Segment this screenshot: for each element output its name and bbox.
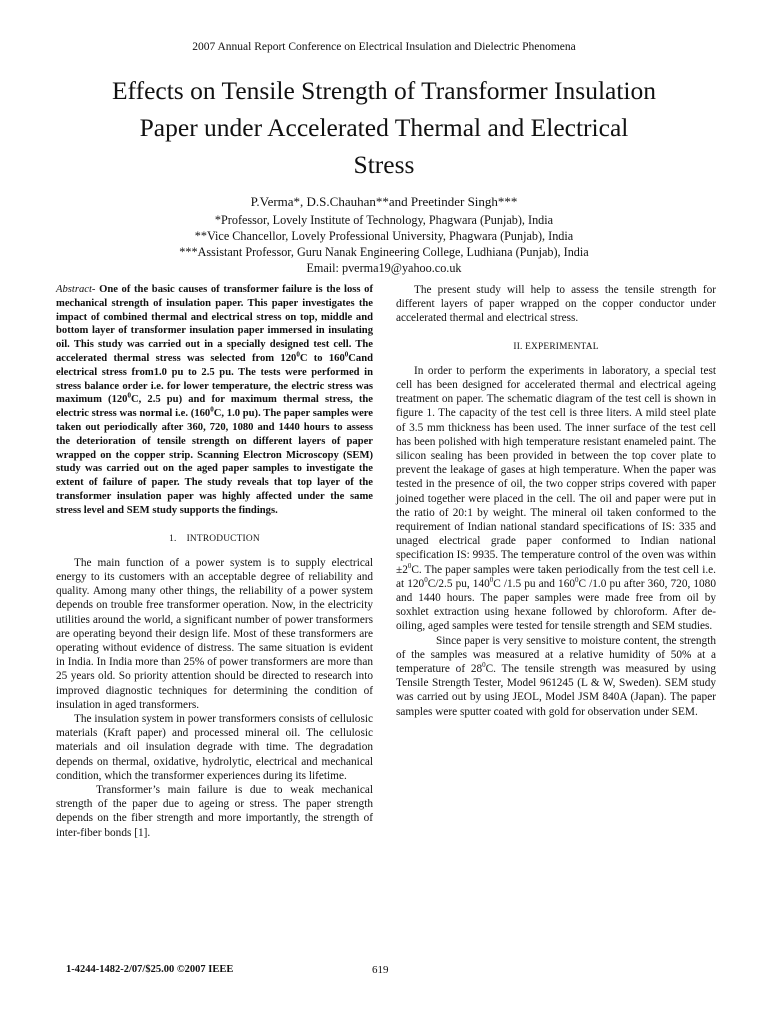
left-column	[56, 283, 373, 840]
paragraph: Transformer’s main failure is due to weak mechanical strength of the paper due to ageing or stress. The paper strength depends on the fiber strength and more importantly, the strength of inter-fiber bonds [1].	[56, 784, 373, 839]
author-email: Email: pverma19@yahoo.co.uk	[306, 261, 462, 275]
abstract-lead: Abstract-	[56, 284, 96, 295]
title-line: Effects on Tensile Strength of Transformer Insulation	[111, 76, 657, 105]
author-names: P.Verma*, D.S.Chauhan**and Preetinder Singh***	[250, 194, 518, 209]
paragraph: Since paper is very sensitive to moisture content, the strength of the samples was measured at a relative humidity of 50% at a temperature of $28^0C$. The tensile strength was measured by using Tensile Strength Tester, Model 961245 (L & W, Sweden). SEM study was carried out by using JEOL, Model JSM 840A (Japan). The paper samples were sputter coated with gold for observation under SEM.	[396, 634, 716, 718]
title-line: Stress	[353, 150, 415, 179]
paragraph: The main function of a power system is to supply electrical energy to its customers with an acceptable degree of reliability and quality. Among many other things, the reliability of a power system depends on trouble free transformer operation. Now, in the electricity utilities around the world, a significant number of power transformers are operating beyond their design life. Most of these transformers are operating without evidence of distress. The same situation is evident in India. In India more than 25% of power transformers are more than 25 years old. So priority attention should be directed to research into improved diagnostic techniques for determining the condition of insulation in aged transformers.	[56, 556, 373, 711]
author-block	[0, 194, 768, 276]
title-line: Paper under Accelerated Thermal and Electrical	[139, 113, 629, 142]
paragraph: The present study will help to assess the tensile strength for different layers of paper wrapped on the copper conductor under accelerated thermal and electrical stress.	[396, 284, 716, 325]
section-heading-introduction	[56, 532, 373, 546]
affiliation: *Professor, Lovely Institute of Technology, Phagwara (Punjab), India	[214, 213, 554, 227]
conference-header: 2007 Annual Report Conference on Electrical Insulation and Dielectric Phenomena	[192, 41, 576, 53]
paragraph: In order to perform the experiments in laboratory, a special test cell has been designed for accelerated thermal and electrical ageing treatment on paper. The schematic diagram of the test cell is shown in figure 1. The capacity of the test cell is three liters. A mild steel plate of 3.5 mm thickness has been used. The inner surface of the test cell has been polished with high temperature resistant enameled paint. The silicon sealing has been provided in between the top cover plate to prevent the leakage of gases at high temperature. When the paper was tested in the presence of oil, the two copper strips covered with paper joined together were placed in the cell. The oil and paper were put in the ratio of 20:1 by weight. The mineral oil taken conformed to the requirement of Indian national standard specifications of IS: 335 and unaged electrical grade paper conformed to Indian national specification IS: 9935. The temperature control of the oven was within $\pm 2^0C$. The paper samples were taken periodically from the test cell i.e. at $120^0C/2.5$ pu, $140^0C$ /1.5 pu and $160^0C$ /1.0 pu after 360, 720, 1080 and 1440 hours. The paper samples were made free from oil by soxhlet extraction using hexane followed by chloroform. After de-oiling, aged samples were tested for tensile strength and SEM studies.	[396, 364, 716, 633]
copyright-footer: 1-4244-1482-2/07/$25.00 ©2007 IEEE	[66, 964, 234, 975]
affiliation: ***Assistant Professor, Guru Nanak Engineering College, Ludhiana (Punjab), India	[179, 245, 589, 259]
abstract: Abstract- One of the basic causes of transformer failure is the loss of mechanical strength of insulation paper. This paper investigates the impact of combined thermal and electrical stress on top, middle and bottom layer of transformer insulation paper immersed in insulating oil. This study was carried out in a specially designed test cell. The accelerated thermal stress was selected from $120^0C$ to $160^0Cand$ electrical stress from1.0 pu to 2.5 pu. The tests were performed in stress balance order i.e. for lower temperature, the electric stress was maximum ($120^0C$, 2.5 pu) and for maximum thermal stress, the electric stress was normal i.e. ($160^0C$, 1.0 pu). The paper samples were taken out periodically after 360, 720, 1080 and 1440 hours to assess the deterioration of tensile strength on different layers of paper wrapped on the copper strip. Scanning Electron Microscopy (SEM) study was carried out on the aged paper samples to investigate the extent of failure of paper. The study reveals that top layer of the transformer insulation paper was highly affected under the same stress level and SEM study supports the findings.	[56, 284, 373, 516]
paragraph: The insulation system in power transformers consists of cellulosic materials (Kraft paper) and processed mineral oil. The cellulosic materials and oil insulation degrade with time. The degradation depends on thermal, oxidative, hydrolytic, electrical and mechanical condition, which the transformer experiences during its lifetime.	[56, 712, 373, 782]
section-number: 1.	[169, 533, 177, 544]
paper-title	[40, 72, 728, 183]
section-heading-text: INTRODUCTION	[186, 533, 260, 544]
right-column	[396, 283, 716, 719]
section-heading-experimental: II. EXPERIMENTAL	[513, 341, 599, 352]
page-number: 619	[372, 964, 389, 976]
affiliation: **Vice Chancellor, Lovely Professional University, Phagwara (Punjab), India	[194, 229, 574, 243]
